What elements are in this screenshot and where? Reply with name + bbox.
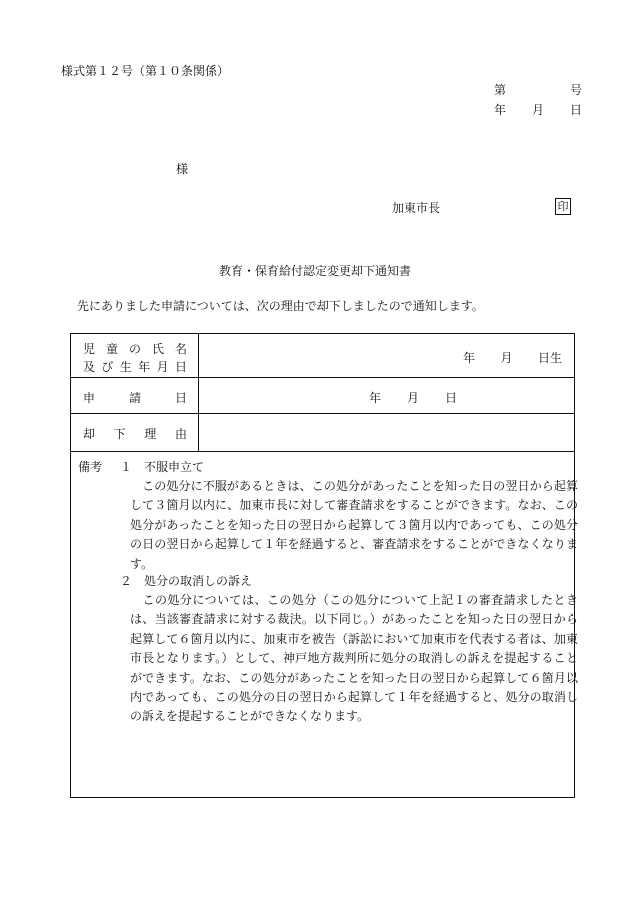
char: 名 [174, 342, 187, 356]
note1-body [130, 477, 578, 574]
char: 及 [83, 360, 96, 374]
char: 下 [113, 427, 126, 441]
reason-label [83, 425, 187, 442]
issuer-name: 加東市長 [392, 201, 441, 215]
doc-number-prefix: 第 [494, 83, 507, 97]
application-month: 月 [406, 391, 419, 405]
notes-heading: 備考 [78, 460, 103, 474]
form-number: 様式第１２号（第１０条関係） [61, 64, 230, 78]
application-label [83, 389, 187, 406]
application-date [369, 389, 457, 406]
doc-number-suffix: 号 [569, 83, 582, 97]
char: 生 [119, 360, 132, 374]
issue-date-day: 日 [569, 103, 582, 117]
char: 童 [105, 342, 118, 356]
char: 申 [83, 391, 96, 405]
document-title: 教育・保育給付認定変更却下通知書 [218, 264, 411, 278]
char: の [128, 342, 141, 356]
char: び [101, 360, 114, 374]
char: 請 [128, 391, 141, 405]
child-label-line2 [83, 358, 187, 375]
intro-text: 先にありました申請については、次の理由で却下しましたので通知します。 [77, 299, 484, 313]
note1-title: １ 不服申立て [120, 460, 205, 474]
dob-month: 月 [500, 351, 513, 365]
child-label-line1 [83, 340, 187, 357]
char: 却 [83, 427, 96, 441]
issue-date-month: 月 [531, 103, 544, 117]
issue-date-year: 年 [494, 103, 507, 117]
char: 日 [174, 391, 187, 405]
addressee-suffix: 様 [176, 162, 189, 176]
application-day: 日 [444, 391, 457, 405]
char: 日 [174, 360, 187, 374]
application-year: 年 [369, 391, 382, 405]
notice-form-table [70, 333, 578, 798]
application-row [71, 378, 574, 414]
note2-text: この処分については、この処分（この処分について上記１の審査請求したときは、当該審査請求に対する裁決。以下同じ。）があったことを知った日の翌日から起算して６箇月以内に、加東市を被告（訴訟において加東市を代表する者は、加東市長となります。）として、神戸地方裁判所に処分の取消しの訴えを提起することができます。なお、この処分があったことを知った日の翌日から起算して６箇月以内であっても、この処分の日の翌日から起算して１年を経過すると、処分の取消しの訴えを提起することができなくなります。 [130, 593, 578, 724]
reason-row [71, 414, 574, 452]
document-number [494, 81, 582, 98]
note2-title: ２ 処分の取消しの訴え [120, 574, 253, 588]
char: 氏 [151, 342, 164, 356]
date-of-birth [463, 349, 562, 366]
char: 理 [144, 427, 157, 441]
char: 月 [156, 360, 169, 374]
char: 由 [174, 427, 187, 441]
char: 児 [83, 342, 96, 356]
char: 年 [138, 360, 151, 374]
note2-body [130, 591, 578, 727]
dob-day: 日生 [537, 351, 562, 365]
dob-year: 年 [463, 351, 476, 365]
seal-mark: 印 [555, 198, 571, 215]
child-row [71, 334, 574, 378]
issue-date [494, 101, 582, 118]
note1-text: この処分に不服があるときは、この処分があったことを知った日の翌日から起算して３箇月以内に、加東市長に対して審査請求をすることができます。なお、この処分があったことを知った日の翌日から起算して３箇月以内であっても、この処分の日の翌日から起算して１年を経過すると、審査請求をすることができなくなります。 [130, 479, 578, 571]
